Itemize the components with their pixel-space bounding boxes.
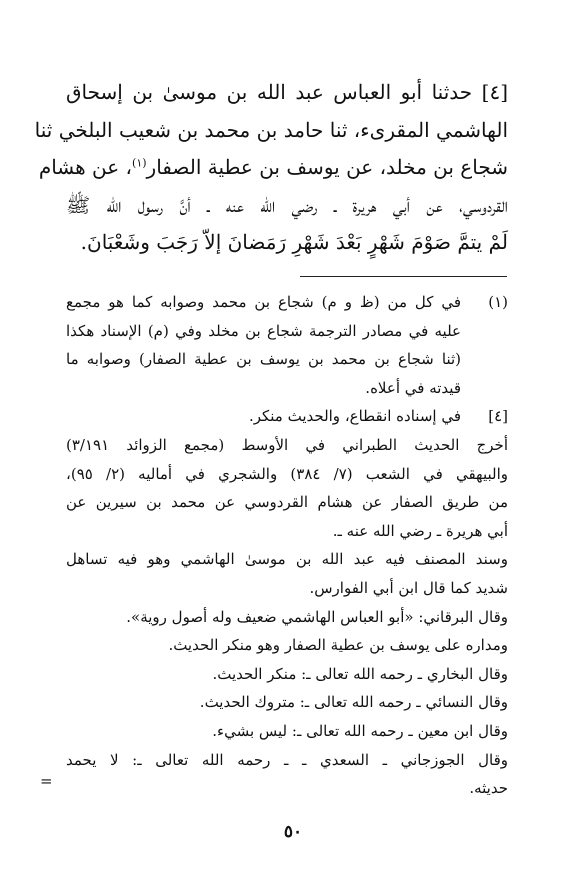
footnote-4 [66, 402, 508, 431]
footnotes [66, 288, 508, 803]
takhrij-line: حديثه. [469, 779, 508, 798]
footnote-line: في كل من (ظ و م) شجاع بن محمد وصوابه كما هو مجمع [66, 293, 461, 311]
takhrij-line: وقال البرقاني: «أبو العباس الهاشمي ضعيف وله أصول روية». [126, 607, 508, 626]
takhrij-line: من طريق الصفار عن هشام القردوسي عن محمد بن سيرين عن [66, 493, 508, 512]
takhrij-line: أبي هريرة ـ رضي الله عنه ـ. [332, 521, 508, 540]
takhrij-line: أخرج الحديث الطبراني في الأوسط (مجمع الزوائد ٣/١٩١) [66, 435, 508, 454]
takhrij-line: ومداره على يوسف بن عطية الصفار وهو منكر الحديث. [168, 636, 508, 655]
continuation-mark: = [40, 772, 53, 790]
takhrij [66, 431, 508, 803]
hadith-line-part: شجاع بن مخلد، عن يوسف بن عطية الصفار [146, 155, 508, 179]
footnote-marker: [٤] [488, 407, 508, 426]
footnote-separator [300, 276, 507, 277]
page-number: ٥٠ [283, 822, 303, 842]
takhrij-line: وسند المصنف فيه عبد الله بن موسىٰ الهاشمي وهو فيه تساهل [66, 550, 508, 569]
footnote-line: عليه في مصادر الترجمة شجاع بن مخلد وفي (م) الإسناد هكذا [66, 321, 461, 340]
hadith-line [38, 149, 508, 187]
hadith-line: لَمْ يتمَّ صَوْمَ شَهْرٍ بَعْدَ شَهْرِ رَمَضانَ إلاّ رَجَبَ وشَعْبَانَ. [80, 230, 508, 254]
footnote-line: (ثنا شجاع بن محمد بن يوسف بن عطية الصفار) وصوابه ما [66, 350, 461, 369]
hadith-line-part: ، عن هشام [38, 155, 133, 179]
takhrij-line: شديد كما قال ابن أبي الفوارس. [309, 578, 508, 597]
takhrij-line: والبيهقي في الشعب (٧/ ٣٨٤) والشجري في أماليه (٢/ ٩٥)، [66, 464, 508, 483]
footnote-line: في إسناده انقطاع، والحديث منكر. [248, 407, 461, 426]
hadith-line: [٤] حدثنا أبو العباس عبد الله بن موسىٰ بن إسحاق [66, 80, 508, 104]
footnote-reference[interactable]: (١) [132, 156, 147, 170]
footnote-line: قيدته في أعلاه. [365, 378, 461, 397]
takhrij-line: وقال الجوزجاني ـ السعدي ـ ـ رحمه الله تعالى ـ: لا يحمد [66, 750, 508, 769]
hadith-line: القردوسي، عن أبي هريرة ـ رضي الله عنه ـ أنَّ رسول الله ﷺ [66, 192, 508, 217]
takhrij-line: وقال النسائي ـ رحمه الله تعالى ـ: متروك الحديث. [199, 693, 508, 712]
takhrij-line: وقال ابن معين ـ رحمه الله تعالى ـ: ليس بشيء. [212, 721, 508, 740]
hadith-text [34, 74, 508, 262]
hadith-line: الهاشمي المقرىء، ثنا حامد بن محمد بن شعيب البلخي ثنا [34, 117, 508, 142]
footnote-marker: (١) [488, 293, 508, 311]
takhrij-line: وقال البخاري ـ رحمه الله تعالى ـ: منكر الحديث. [212, 664, 508, 683]
footnote-1 [66, 288, 508, 402]
